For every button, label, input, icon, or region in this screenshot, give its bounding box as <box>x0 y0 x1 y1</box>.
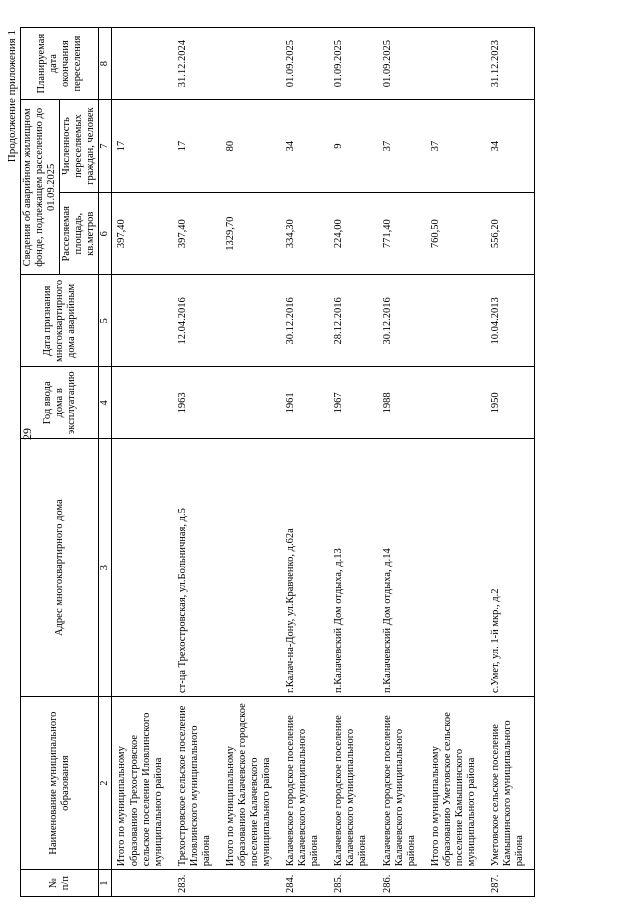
row-number: 287. <box>486 870 535 897</box>
row-date-recognized: 12.04.2016 <box>173 275 221 367</box>
row-year: 1988 <box>378 367 426 439</box>
row-address: г.Калач-на-Дону, ул.Кравченко, д.62а <box>281 439 329 697</box>
row-address: ст-ца Трехостровская, ул.Больничная, д.5 <box>173 439 221 697</box>
header-year: Год ввода дома в эксплуатацию <box>21 367 99 439</box>
rotated-page-content <box>0 20 640 905</box>
row-people: 37 <box>378 100 426 193</box>
row-address <box>112 439 173 697</box>
appendix-caption: Продолжение приложения 1 <box>6 30 18 163</box>
row-year: 1967 <box>329 367 377 439</box>
row-area: 760,50 <box>426 192 486 274</box>
header-info-group: Сведения об аварийном жилищном фонде, подлежащем расселению до 01.09.2025 <box>21 100 60 275</box>
table-row <box>281 28 329 897</box>
table-row <box>426 28 486 897</box>
row-area: 771,40 <box>378 192 426 274</box>
row-municipality: Калачевское городское поселение Калачевского муниципального района <box>329 697 377 870</box>
row-municipality: Трехостровское сельское поселение Иловлинского муниципального района <box>173 697 221 870</box>
row-planned-date: 01.09.2025 <box>378 28 426 100</box>
table-row <box>329 28 377 897</box>
row-number: 283. <box>173 870 221 897</box>
table-row <box>378 28 426 897</box>
header-people: Численность переселяемых граждан, человек <box>60 100 99 193</box>
index-cell: 4 <box>99 367 112 439</box>
row-municipality: Уметовское сельское поселение Камышинского муниципального района <box>486 697 535 870</box>
row-year: 1961 <box>281 367 329 439</box>
row-planned-date: 01.09.2025 <box>281 28 329 100</box>
table-row <box>173 28 221 897</box>
row-people: 17 <box>112 100 173 193</box>
index-cell: 1 <box>99 870 112 897</box>
column-index-row <box>99 28 112 897</box>
row-municipality: Итого по муниципальному образованию Калачевское городское поселение Калачевского муниципального района <box>221 697 281 870</box>
row-number: 285. <box>329 870 377 897</box>
table-row <box>486 28 535 897</box>
row-municipality: Калачевское городское поселение Калачевского муниципального района <box>281 697 329 870</box>
emergency-housing-table <box>20 27 535 897</box>
index-cell: 8 <box>99 28 112 100</box>
row-address <box>426 439 486 697</box>
row-area: 224,00 <box>329 192 377 274</box>
page-number: 29 <box>20 428 34 440</box>
row-planned-date: 31.12.2023 <box>486 28 535 100</box>
row-number <box>221 870 281 897</box>
row-area: 334,30 <box>281 192 329 274</box>
row-year <box>221 367 281 439</box>
header-municipality: Наименование муниципального образования <box>21 697 99 870</box>
index-cell: 2 <box>99 697 112 870</box>
row-date-recognized: 30.12.2016 <box>378 275 426 367</box>
index-cell: 6 <box>99 192 112 274</box>
row-municipality: Итого по муниципальному образованию Уметовское сельское поселение Камышинского муниципального района <box>426 697 486 870</box>
table-row <box>221 28 281 897</box>
row-year <box>112 367 173 439</box>
row-people: 17 <box>173 100 221 193</box>
row-people: 9 <box>329 100 377 193</box>
row-date-recognized <box>221 275 281 367</box>
row-date-recognized: 10.04.2013 <box>486 275 535 367</box>
row-year: 1950 <box>486 367 535 439</box>
row-area: 556,20 <box>486 192 535 274</box>
row-address: п.Калачевский Дом отдыха, д.13 <box>329 439 377 697</box>
row-number <box>426 870 486 897</box>
index-cell: 7 <box>99 100 112 193</box>
row-date-recognized: 28.12.2016 <box>329 275 377 367</box>
row-planned-date <box>426 28 486 100</box>
row-number: 286. <box>378 870 426 897</box>
row-number: 284. <box>281 870 329 897</box>
row-address: п.Калачевский Дом отдыха, д.14 <box>378 439 426 697</box>
row-date-recognized <box>112 275 173 367</box>
header-address: Адрес многоквартирного дома <box>21 439 99 697</box>
table-row <box>112 28 173 897</box>
row-planned-date: 31.12.2024 <box>173 28 221 100</box>
index-cell: 5 <box>99 275 112 367</box>
row-planned-date <box>221 28 281 100</box>
row-people: 34 <box>281 100 329 193</box>
row-area: 397,40 <box>112 192 173 274</box>
row-area: 397,40 <box>173 192 221 274</box>
row-date-recognized <box>426 275 486 367</box>
header-num: № п/п <box>21 870 99 897</box>
row-address: с.Умет, ул. 1-й мкр., д.2 <box>486 439 535 697</box>
header-date-recognized: Дата признания многоквартирного дома аварийным <box>21 275 99 367</box>
index-cell: 3 <box>99 439 112 697</box>
table-body <box>112 28 535 897</box>
row-people: 34 <box>486 100 535 193</box>
row-people: 80 <box>221 100 281 193</box>
row-date-recognized: 30.12.2016 <box>281 275 329 367</box>
header-area: Расселяемая площадь, кв.метров <box>60 192 99 274</box>
row-number <box>112 870 173 897</box>
row-people: 37 <box>426 100 486 193</box>
row-year: 1963 <box>173 367 221 439</box>
row-planned-date: 01.09.2025 <box>329 28 377 100</box>
row-municipality: Калачевское городское поселение Калачевского муниципального района <box>378 697 426 870</box>
row-year <box>426 367 486 439</box>
header-planned-date: Планируемая дата окончания переселения <box>21 28 99 100</box>
row-area: 1329,70 <box>221 192 281 274</box>
row-planned-date <box>112 28 173 100</box>
row-address <box>221 439 281 697</box>
row-municipality: Итого по муниципальному образованию Трехостровское сельское поселение Иловлинского муниципального района <box>112 697 173 870</box>
